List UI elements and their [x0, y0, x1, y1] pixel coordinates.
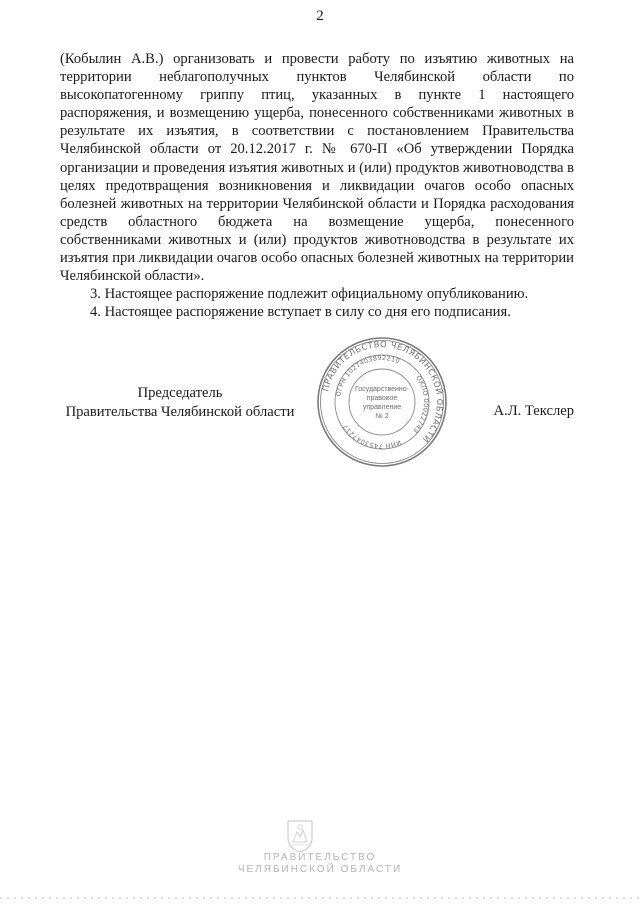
svg-text:ИНН 7453047217 [341, 423, 402, 450]
seal-center-line-3: управление [362, 404, 402, 411]
official-seal-stamp [316, 336, 448, 468]
page-number: 2 [316, 8, 324, 24]
paragraph-animal-seizure: (Кобылин А.В.) организовать и провести работу по изъятию животных на территории неблагополучных пунктов Челябинской области по высокопатогенному гриппу птиц, указанных в пункте 1 настоящего распоряжения, и возмещению ущерба, понесенного собственниками животных в результате их изъятия, в соответствии с постановлением Правительства Челябинской области от 20.12.2017 г. № 670-П «Об утверждении Порядка организации и проведения изъятия животных и (или) продуктов животноводства в целях предотвращения возникновения и ликвидации очагов особо опасных болезней животных на территории Челябинской области и Порядка расходования средств областного бюджета на возмещение ущерба, понесенного собственниками животных и (или) продуктов животноводства в результате их изъятия при ликвидации очагов особо опасных болезней животных на территории Челябинской области». [60, 51, 574, 285]
paragraph-publication: 3. Настоящее распоряжение подлежит официальному опубликованию. [90, 286, 529, 303]
document-body [60, 50, 574, 321]
signatory-title-line-2: Правительства Челябинской области [65, 404, 295, 420]
signatory-name: А.Л. Текслер [493, 403, 574, 419]
svg-text:ОКПО 00022743 [411, 374, 430, 435]
seal-okpo: ОКПО 00022743 [411, 374, 431, 435]
footer-line-2: ЧЕЛЯБИНСКОЙ ОБЛАСТИ [237, 864, 403, 875]
seal-center-line-1: Государственно- [354, 386, 410, 393]
seal-ogrn: ОГРН 1027403892210 [334, 353, 402, 398]
signatory-title-line-1: Председатель [137, 385, 223, 401]
signatory-title [60, 384, 300, 422]
seal-center-line-4: № 2 [375, 413, 389, 420]
coat-of-arms-icon [285, 818, 315, 854]
paragraph-entry-into-force: 4. Настоящее распоряжение вступает в силу со дня его подписания. [90, 304, 511, 321]
seal-center-line-2: правовое [366, 395, 398, 402]
footer-line-1: ПРАВИТЕЛЬСТВО [263, 852, 377, 863]
seal-ring-text: ПРАВИТЕЛЬСТВО ЧЕЛЯБИНСКОЙ ОБЛАСТИ [320, 338, 446, 445]
bottom-scan-artifact [0, 897, 640, 899]
seal-inn: ИНН 7453047217 [341, 422, 403, 451]
